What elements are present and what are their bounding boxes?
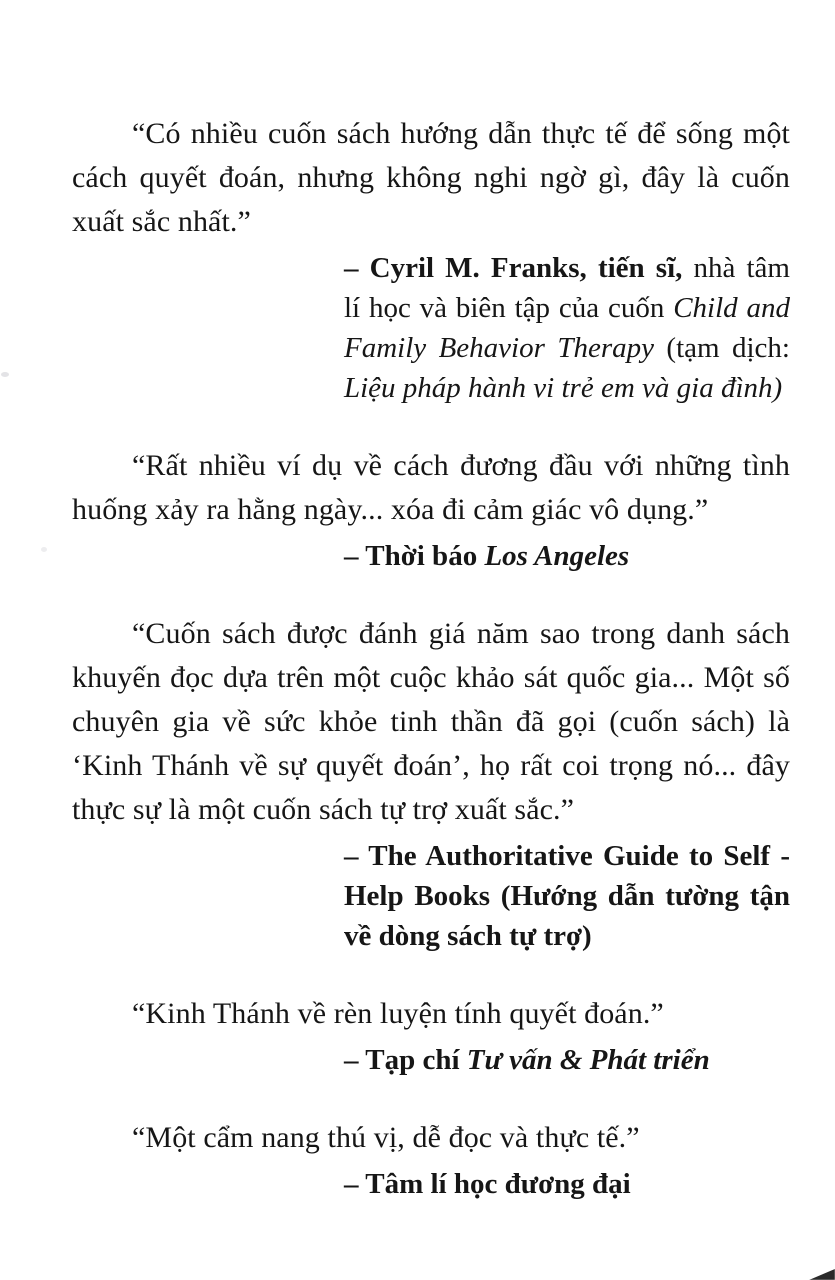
publication-title: Los Angeles <box>484 540 630 572</box>
publication-title-translated: Liệu pháp hành vi trẻ em và gia đình) <box>344 372 783 404</box>
quote-text-4: “Kinh Thánh về rèn luyện tính quyết đoán.” <box>132 997 664 1030</box>
attribution-author: – Cyril M. Franks, tiến sĩ, <box>344 252 683 284</box>
quote-block-2 <box>72 444 790 576</box>
publication-title: Help Books (Hướng dẫn tường tận <box>344 880 790 912</box>
attribution-5 <box>344 1164 790 1204</box>
publication-title: Child and <box>673 292 790 324</box>
attribution-4-line-1 <box>344 1040 790 1080</box>
attribution-3 <box>344 836 790 956</box>
attribution-role: lí học và biên tập của cuốn <box>344 292 674 324</box>
attribution-2 <box>344 536 790 576</box>
attribution-source: – Thời báo <box>344 540 485 572</box>
scan-speck <box>1 372 9 377</box>
attribution-1-line-4 <box>344 368 790 408</box>
attribution-3-line-1 <box>344 836 790 876</box>
page-curl-artifact <box>809 1267 835 1280</box>
scan-speck <box>41 547 47 552</box>
quote-block-3 <box>72 612 790 956</box>
quote-text-2: “Rất nhiều ví dụ về cách đương đầu với những tình huống xảy ra hằng ngày... xóa đi cảm giác vô dụng.” <box>72 449 790 526</box>
publication-title: Tư vấn & Phát triển <box>466 1044 710 1076</box>
attribution-note: (tạm dịch: <box>653 332 790 364</box>
quote-block-1 <box>72 112 790 408</box>
publication-title: – The Authoritative Guide to Self - <box>344 840 790 872</box>
quote-block-4 <box>72 992 790 1080</box>
attribution-source: – Tạp chí <box>344 1044 467 1076</box>
attribution-1-line-1 <box>344 248 790 288</box>
attribution-3-line-2 <box>344 876 790 916</box>
attribution-1-line-3 <box>344 328 790 368</box>
quote-block-5 <box>72 1116 790 1204</box>
attribution-5-line-1 <box>344 1164 790 1204</box>
attribution-4 <box>344 1040 790 1080</box>
attribution-source: – Tâm lí học đương đại <box>344 1168 631 1200</box>
quote-text-3: “Cuốn sách được đánh giá năm sao trong danh sách khuyến đọc dựa trên một cuộc khảo sát quốc gia... Một số chuyên gia về sức khỏe tinh thần đã gọi (cuốn sách) là ‘Kinh Thánh về sự quyết đoán’, họ rất coi trọng nó... đây thực sự là một cuốn sách tự trợ xuất sắc.” <box>72 617 790 826</box>
quote-text-1: “Có nhiều cuốn sách hướng dẫn thực tế để sống một cách quyết đoán, nhưng không nghi ngờ gì, đây là cuốn xuất sắc nhất.” <box>72 117 790 238</box>
attribution-1-line-2 <box>344 288 790 328</box>
attribution-2-line-1 <box>344 536 790 576</box>
publication-title-translated: về dòng sách tự trợ) <box>344 920 592 952</box>
quote-text-5: “Một cẩm nang thú vị, dễ đọc và thực tế.” <box>132 1121 640 1154</box>
publication-title: Family Behavior Therapy <box>344 332 654 364</box>
attribution-1 <box>344 248 790 408</box>
attribution-3-line-3 <box>344 916 790 956</box>
attribution-role: nhà tâm <box>682 252 790 284</box>
